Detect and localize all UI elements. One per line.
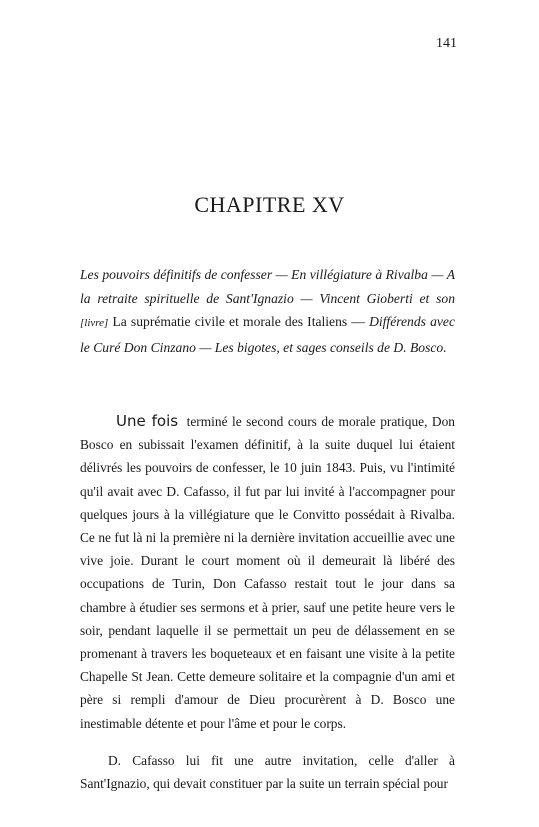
chapter-summary bbox=[80, 263, 455, 359]
paragraph-1 bbox=[80, 410, 455, 735]
summary-part-2: La suprématie civile et morale des Italiens — bbox=[108, 314, 370, 329]
paragraph-1-text: terminé le second cours de morale pratique, Don Bosco en subissait l'examen définitif, à la suite duquel lui étaient délivrés les pouvoirs de confesser, le 10 juin 1843. Puis, vu l'intimité qu'il avait avec D. Cafasso, il fut par lui invité à l'accompagner pour quelques jours à la villégiature que le Convitto possédait à Rivalba. Ce ne fut là ni la première ni la dernière invitation accueillie avec une vive joie. Durant le court moment où il demeurait là libéré des occupations de Turin, Don Cafasso restait tout le jour dans sa chambre à étudier ses sermons et à prier, sauf une petite heure vers le soir, pendant laquelle il se permettait un peu de délassement en se promenant à travers les boqueteaux et en faisant une visite à la petite Chapelle St Jean. Cette demeure solitaire et la compagnie d'un ami et père si rempli d'amour de Dieu procurèrent à D. Bosco une inestimable détente et pour l'âme et pour le corps. bbox=[80, 414, 455, 731]
summary-part-3: Différends avec le Curé Don Cinzano — Les bigotes, et sages conseils de D. Bosco. bbox=[80, 314, 455, 355]
page-number: 141 bbox=[436, 36, 457, 51]
summary-part-1: Les pouvoirs définitifs de confesser — En villégiature à Rivalba — A la retraite spirituelle de Sant'Ignazio — Vincent Gioberti et son bbox=[80, 267, 455, 306]
body-text bbox=[80, 410, 455, 795]
summary-livre-note: [livre] bbox=[80, 317, 109, 329]
paragraph-2: D. Cafasso lui fit une autre invitation, celle d'aller à Sant'Ignazio, qui devait constituer par la suite un terrain spécial pour bbox=[80, 752, 455, 792]
paragraph-1-lead: Une fois bbox=[116, 412, 179, 430]
chapter-title: CHAPITRE XV bbox=[194, 192, 345, 217]
